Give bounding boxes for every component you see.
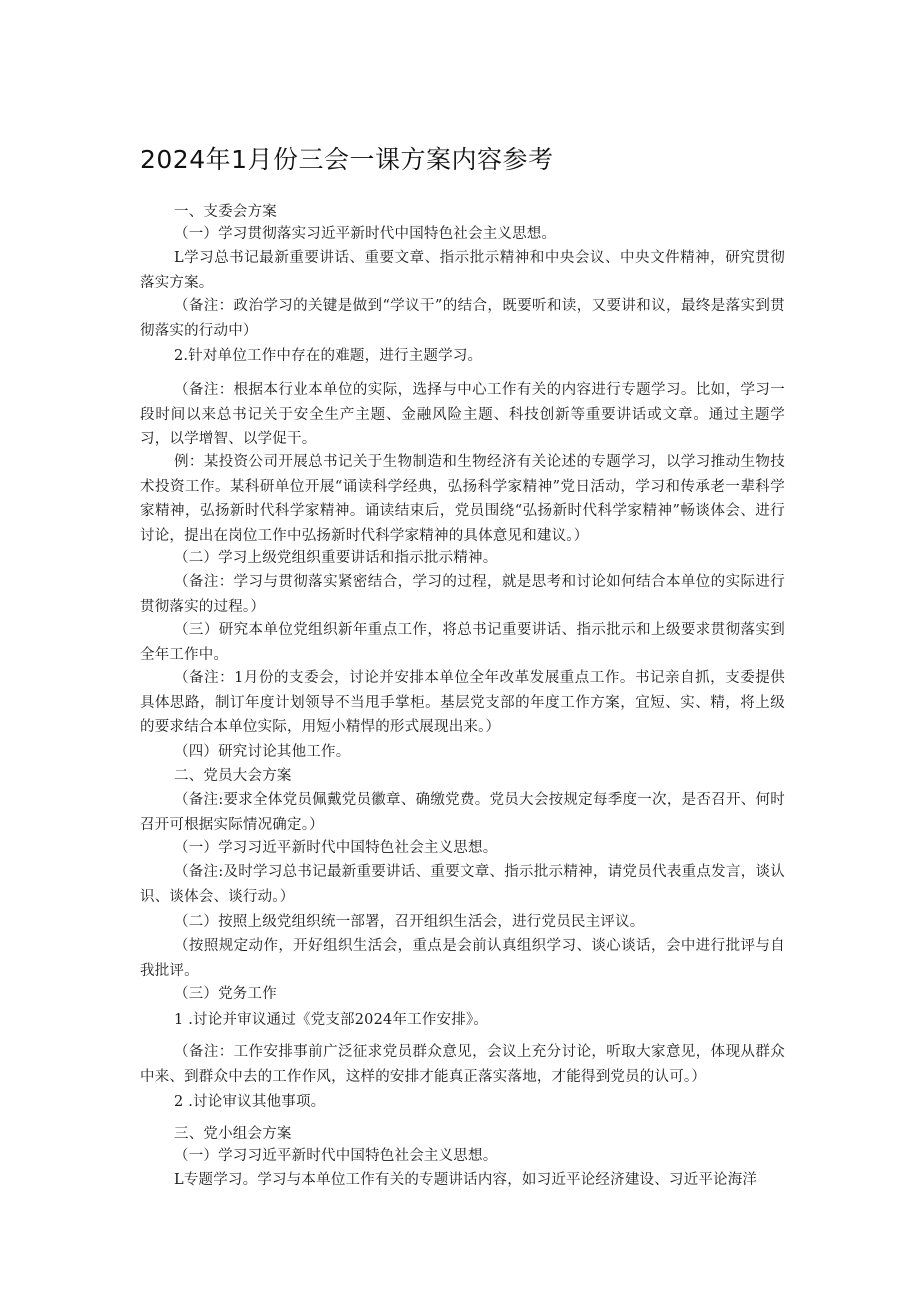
- subsection-heading: （一）学习习近平新时代中国特色社会主义思想。: [174, 1148, 498, 1164]
- section-heading-branch-committee: 一、支委会方案: [174, 204, 277, 220]
- note-paragraph: （备注：根据本行业本单位的实际，选择与中心工作有关的内容进行专题学习。比如，学习一段时间以来总书记关于安全生产主题、金融风险主题、科技创新等重要讲话或文章。通过主题学习，以学增智、以学促干。: [140, 382, 785, 447]
- subsection-heading: （三）党务工作: [174, 986, 277, 1002]
- list-item: 1 .讨论并审议通过《党支部2024年工作安排》。: [174, 1012, 489, 1028]
- subsection-heading: （四）研究讨论其他工作。: [174, 744, 351, 760]
- note-paragraph: （按照规定动作，开好组织生活会，重点是会前认真组织学习、谈心谈话，会中进行批评与自我批评。: [140, 938, 785, 979]
- note-paragraph: （备注:及时学习总书记最新重要讲话、重要文章、指示批示精神，请党员代表重点发言，谈认识、谈体会、谈行动。）: [140, 864, 785, 905]
- note-paragraph: （备注：工作安排事前广泛征求党员群众意见，会议上充分讨论，听取大家意见，体现从群众中来、到群众中去的工作作风，这样的安排才能真正落实落地，才能得到党员的认可。）: [140, 1044, 785, 1085]
- body-paragraph: L学习总书记最新重要讲话、重要文章、指示批示精神和中央会议、中央文件精神，研究贯彻落实方案。: [140, 250, 785, 291]
- subsection-heading: （二）按照上级党组织统一部署，召开组织生活会，进行党员民主评议。: [174, 914, 645, 930]
- note-paragraph: （备注：政治学习的关键是做到“学议干”的结合，既要听和读，又要讲和议，最终是落实到贯彻落实的行动中）: [140, 298, 785, 339]
- subsection-heading: （一）学习贯彻落实习近平新时代中国特色社会主义思想。: [174, 226, 557, 242]
- body-paragraph: L专题学习。学习与本单位工作有关的专题讲话内容，如习近平论经济建设、习近平论海洋: [174, 1172, 758, 1188]
- note-paragraph: （备注：学习与贯彻落实紧密结合，学习的过程，就是思考和讨论如何结合本单位的实际进行贯彻落实的过程。）: [140, 574, 785, 615]
- example-paragraph: 例：某投资公司开展总书记关于生物制造和生物经济有关论述的专题学习，以学习推动生物技术投资工作。某科研单位开展“诵读科学经典，弘扬科学家精神”党日活动，学习和传承老一辈科学家精神，弘扬新时代科学家精神。诵读结束后，党员围绕“弘扬新时代科学家精神”畅谈体会、进行讨论，提出在岗位工作中弘扬新时代科学家精神的具体意见和建议。）: [140, 454, 785, 544]
- section-heading-party-congress: 二、党员大会方案: [174, 768, 292, 784]
- note-paragraph: （备注:要求全体党员佩戴党员徽章、确缴党费。党员大会按规定每季度一次，是否召开、何时召开可根据实际情况确定。）: [140, 792, 785, 833]
- section-heading-party-group: 三、党小组会方案: [174, 1126, 292, 1142]
- subsection-heading: （一）学习习近平新时代中国特色社会主义思想。: [174, 840, 498, 856]
- subsection-heading: （三）研究本单位党组织新年重点工作，将总书记重要讲话、指示批示和上级要求贯彻落实到全年工作中。: [140, 622, 785, 663]
- document-title: 2024年1月份三会一课方案内容参考: [140, 145, 554, 174]
- body-paragraph: 2.针对单位工作中存在的难题，进行主题学习。: [174, 348, 483, 364]
- list-item: 2 .讨论审议其他事项。: [174, 1094, 326, 1110]
- subsection-heading: （二）学习上级党组织重要讲话和指示批示精神。: [174, 550, 498, 566]
- note-paragraph: （备注：1月份的支委会，讨论并安排本单位全年改革发展重点工作。书记亲自抓，支委提供具体思路，制订年度计划领导不当甩手掌柜。基层党支部的年度工作方案，宜短、实、精，将上级的要求结合本单位实际，用短小精悍的形式展现出来。）: [140, 670, 785, 735]
